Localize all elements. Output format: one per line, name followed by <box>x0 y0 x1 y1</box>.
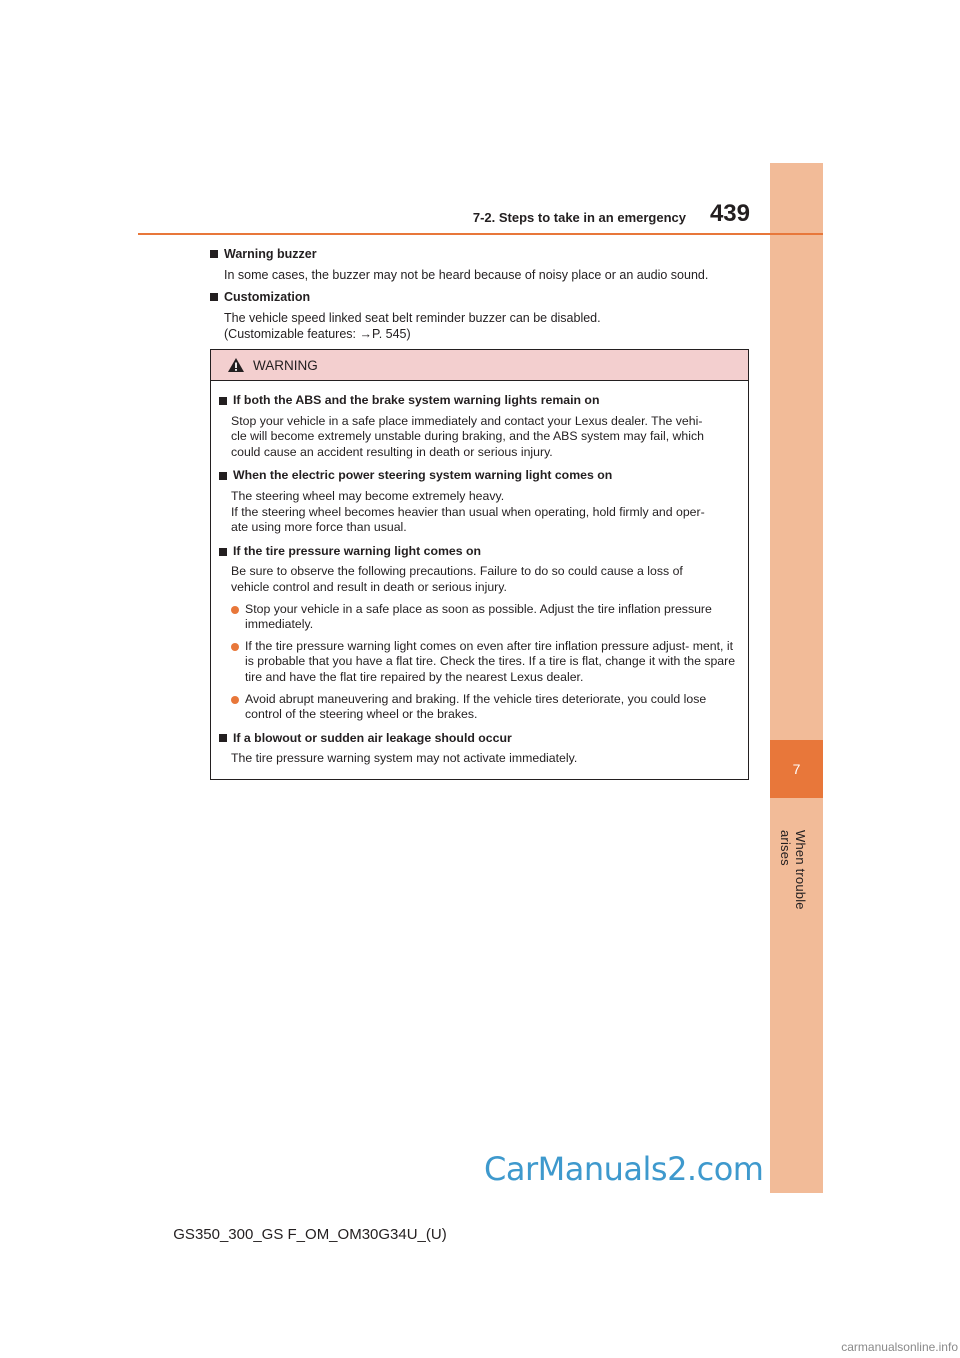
footer-doc-code: GS350_300_GS F_OM_OM30G34U_(U) <box>173 1226 447 1243</box>
warning-item-text <box>219 489 742 536</box>
heading-power-steering: When the electric power steering system warning light comes on <box>233 468 613 483</box>
warning-title: WARNING <box>253 357 318 373</box>
paragraph-line: The tire pressure warning system may not activate immediately. <box>231 751 578 766</box>
square-bullet-icon <box>210 250 218 258</box>
paragraph-line: The vehicle speed linked seat belt reminder buzzer can be disabled. <box>224 311 601 325</box>
paragraph-line: vehicle control and result in death or serious injury. <box>231 579 507 594</box>
paragraph-line: cle will become extremely unstable during braking, and the ABS system may fail, which <box>231 429 704 444</box>
list-item <box>219 692 742 723</box>
bullet-text: Avoid abrupt maneuvering and braking. If the vehicle tires deteriorate, you could lose control of the steering wheel or the brakes. <box>245 691 707 722</box>
list-item <box>219 602 742 633</box>
watermark-logo: CarManuals2.com <box>484 1150 764 1188</box>
section-paragraph <box>210 310 755 342</box>
paragraph-line: Be sure to observe the following precautions. Failure to do so could cause a loss of <box>231 564 683 579</box>
square-bullet-icon <box>219 548 227 556</box>
section-paragraph <box>210 267 755 283</box>
square-bullet-icon <box>210 293 218 301</box>
page-reference-link[interactable]: (Customizable features: →P. 545) <box>224 327 411 341</box>
round-bullet-icon <box>231 606 239 614</box>
round-bullet-icon <box>231 696 239 704</box>
bullet-text: Stop your vehicle in a safe place as soon as possible. Adjust the tire inflation pressure immediately. <box>245 601 712 632</box>
warning-item-heading <box>219 731 742 747</box>
warning-body <box>211 381 748 767</box>
warning-item-text <box>219 564 742 595</box>
heading-tire-pressure: If the tire pressure warning light comes on <box>233 543 482 558</box>
warning-item-heading <box>219 468 742 484</box>
chapter-title: When trouble arises <box>778 830 808 910</box>
square-bullet-icon <box>219 734 227 742</box>
paragraph-line: could cause an accident resulting in death or serious injury. <box>231 444 553 459</box>
watermark-site: carmanualsonline.info <box>841 1340 958 1354</box>
warning-box <box>210 349 749 780</box>
page-number: 439 <box>709 200 750 227</box>
list-item <box>219 639 742 686</box>
square-bullet-icon <box>219 472 227 480</box>
body-content <box>210 242 755 342</box>
paragraph-line: ate using more force than usual. <box>231 520 407 535</box>
heading-warning-buzzer: Warning buzzer <box>224 247 317 261</box>
heading-customization: Customization <box>224 290 311 304</box>
warning-item-heading <box>219 393 742 409</box>
section-header: 7-2. Steps to take in an emergency <box>472 210 686 225</box>
heading-blowout: If a blowout or sudden air leakage should occur <box>233 730 512 745</box>
warning-header <box>211 350 748 381</box>
section-heading <box>210 246 755 262</box>
paragraph-line: Stop your vehicle in a safe place immediately and contact your Lexus dealer. The vehi- <box>231 413 703 428</box>
paragraph-line: In some cases, the buzzer may not be heard because of noisy place or an audio sound. <box>224 268 709 282</box>
warning-item-text <box>219 751 742 767</box>
round-bullet-icon <box>231 643 239 651</box>
warning-item-text <box>219 414 742 461</box>
warning-triangle-icon <box>227 357 245 373</box>
heading-abs-brake: If both the ABS and the brake system warning lights remain on <box>233 393 600 407</box>
chapter-side-tab <box>770 163 823 1193</box>
section-heading <box>210 289 755 305</box>
paragraph-line: If the steering wheel becomes heavier than usual when operating, hold firmly and oper- <box>231 504 705 519</box>
bullet-text: If the tire pressure warning light comes on even after tire inflation pressure adjust- ment, it is probable that you have a flat tire. Check the tires. If a tire is flat, change it with the spare tire and have the flat tire repaired by the nearest Lexus dealer. <box>245 638 736 684</box>
chapter-number-badge: 7 <box>770 740 823 798</box>
square-bullet-icon <box>219 397 227 405</box>
warning-item-heading <box>219 544 742 560</box>
paragraph-line: The steering wheel may become extremely heavy. <box>231 488 505 503</box>
header-rule <box>138 233 823 235</box>
